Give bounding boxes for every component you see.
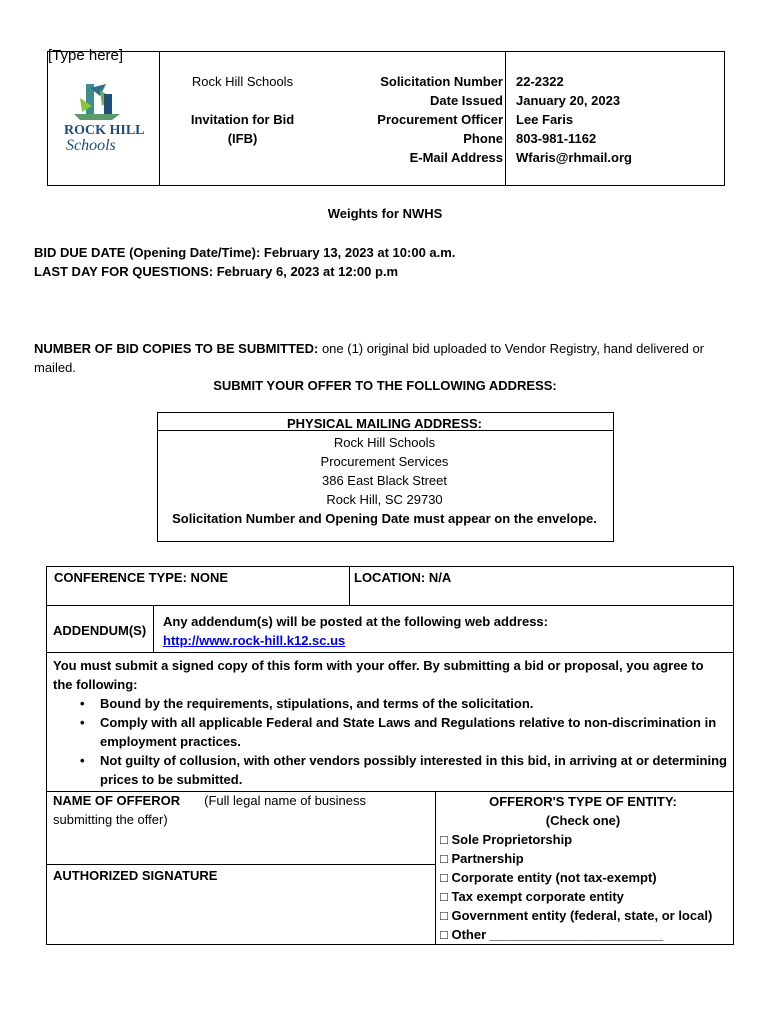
signature-label: AUTHORIZED SIGNATURE	[53, 868, 218, 883]
entity-option[interactable]: □ Government entity (federal, state, or local)	[440, 908, 713, 923]
doc-type-line2: (IFB)	[227, 131, 258, 146]
entity-options	[440, 830, 712, 944]
offeror-hint: (Full legal name of business	[204, 793, 366, 808]
addendum-text: Any addendum(s) will be posted at the following web address:	[163, 614, 548, 629]
term-item: • Not guilty of collusion, with other vendors possibly interested in this bid, in arriving at or determining prices to be submitted.	[48, 751, 732, 789]
address-line: Procurement Services	[320, 454, 449, 469]
checkbox-icon[interactable]: □	[440, 889, 448, 904]
offeror-label: NAME OF OFFEROR	[53, 793, 181, 808]
field-label: Date Issued	[430, 93, 503, 108]
type-here-placeholder: [Type here]	[48, 47, 124, 64]
address-heading: PHYSICAL MAILING ADDRESS:	[286, 416, 482, 431]
field-label: Phone	[463, 131, 503, 146]
addendum-link[interactable]: http://www.rock-hill.k12.sc.us	[163, 633, 346, 648]
doc-type-line1: Invitation for Bid	[190, 112, 295, 127]
last-day-questions: LAST DAY FOR QUESTIONS: February 6, 2023 at 12:00 p.m	[34, 264, 399, 279]
submit-heading: SUBMIT YOUR OFFER TO THE FOLLOWING ADDRESS:	[213, 378, 557, 393]
address-content	[157, 414, 612, 528]
addendum-label: ADDENDUM(S)	[53, 623, 147, 638]
terms-list	[48, 694, 732, 789]
header-org-block	[160, 72, 325, 148]
email-address: Wfaris@rhmail.org	[516, 150, 632, 165]
solicitation-number: 22-2322	[516, 74, 564, 89]
agree-line: You must submit a signed copy of this form with your offer. By submitting a bid or proposal, you agree to	[53, 658, 704, 673]
checkbox-icon[interactable]: □	[440, 832, 448, 847]
agree-statement	[53, 656, 733, 694]
entity-option[interactable]: □ Sole Proprietorship	[440, 832, 573, 847]
address-line: Rock Hill Schools	[333, 435, 436, 450]
term-item: • Comply with all applicable Federal and State Laws and Regulations relative to non-discrimination in employment practices.	[48, 713, 732, 751]
copies-label: NUMBER OF BID COPIES TO BE SUBMITTED:	[34, 341, 319, 356]
bid-copies	[34, 339, 734, 358]
field-label: Procurement Officer	[377, 112, 503, 127]
field-label: E-Mail Address	[409, 150, 503, 165]
entity-option[interactable]: □ Partnership	[440, 851, 524, 866]
bid-title: Weights for NWHS	[327, 206, 443, 221]
header-values	[516, 72, 716, 167]
signature-field[interactable]	[50, 888, 428, 938]
copies-text-cont: mailed.	[34, 360, 76, 375]
date-issued: January 20, 2023	[516, 93, 621, 108]
offeror-name-cell[interactable]	[53, 791, 433, 829]
procurement-officer: Lee Faris	[516, 112, 574, 127]
header-labels	[330, 72, 503, 167]
entity-option[interactable]: □ Other ________________________	[440, 927, 664, 942]
address-line: Rock Hill, SC 29730	[326, 492, 443, 507]
checkbox-icon[interactable]: □	[440, 908, 448, 923]
checkbox-icon[interactable]: □	[440, 870, 448, 885]
copies-text: one (1) original bid uploaded to Vendor Registry, hand delivered or	[318, 341, 704, 356]
location: LOCATION: N/A	[354, 570, 452, 585]
phone: 803-981-1162	[516, 131, 597, 146]
logo-text-schools: Schools	[66, 137, 116, 154]
entity-option[interactable]: □ Corporate entity (not tax-exempt)	[440, 870, 657, 885]
bid-due-date: BID DUE DATE (Opening Date/Time): February 13, 2023 at 10:00 a.m.	[34, 245, 456, 260]
checkbox-icon[interactable]: □	[440, 927, 448, 942]
address-line: 386 East Black Street	[321, 473, 447, 488]
checkbox-icon[interactable]: □	[440, 851, 448, 866]
conference-type: CONFERENCE TYPE: NONE	[54, 570, 229, 585]
agree-line: the following:	[53, 677, 138, 692]
field-label: Solicitation Number	[380, 74, 503, 89]
entity-option[interactable]: □ Tax exempt corporate entity	[440, 889, 624, 904]
offeror-hint-cont: submitting the offer)	[53, 812, 168, 827]
org-name: Rock Hill Schools	[191, 74, 294, 89]
logo-text-rock-hill: ROCK HILL	[64, 123, 145, 138]
rock-hill-schools-logo	[60, 84, 150, 156]
envelope-note: Solicitation Number and Opening Date must appear on the envelope.	[172, 511, 597, 526]
entity-sub: (Check one)	[545, 813, 621, 828]
term-item: • Bound by the requirements, stipulations, and terms of the solicitation.	[48, 694, 732, 713]
entity-heading: OFFEROR'S TYPE OF ENTITY:	[489, 794, 677, 809]
